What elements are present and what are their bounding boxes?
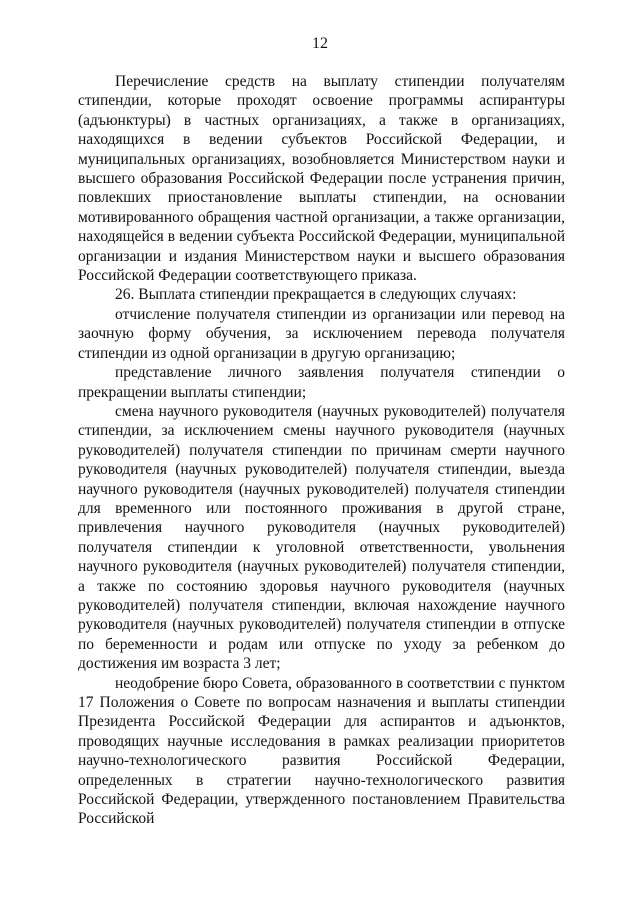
document-body (78, 72, 565, 829)
paragraph-clause-26: 26. Выплата стипендии прекращается в следующих случаях: (115, 286, 517, 304)
page-number: 12 (312, 35, 328, 52)
paragraph-supervisor-change: смена научного руководителя (научных руководителей) получателя стипендии, за исключением смены научного руководителя (научных руководителей) получателя стипендии по причинам смерти научного руководителя (научных руководителей) получателя стипендии, выезда научного руководителя (научных руководителей) получателя стипендии для временного или постоянного проживания в другой стране, привлечения научного руководителя (научных руководителей) получателя стипендии к уголовной ответственности, увольнения научного руководителя (научных руководителей) получателя стипендии, а также по состоянию здоровья научного руководителя (научных руководителей) получателя стипендии, включая нахождение научного руководителя (научных руководителей) получателя стипендии в отпуске по беременности и родам или отпуске по уходу за ребенком до достижения им возраста 3 лет; (78, 402, 565, 673)
paragraph-expulsion: отчисление получателя стипендии из организации или перевод на заочную форму обучения, за исключением перевода получателя стипендии из одной организации в другую организацию; (78, 305, 565, 362)
paragraph-funding-resumption: Перечисление средств на выплату стипендии получателям стипендии, которые проходят освоение программы аспирантуры (адъюнктуры) в частных организациях, а также в организациях, находящихся в ведении субъектов Российской Федерации, и муниципальных организациях, возобновляется Министерством науки и высшего образования Российской Федерации после устранения причин, повлекших приостановление выплаты стипендии, на основании мотивированного обращения частной организации, а также организации, находящейся в ведении субъекта Российской Федерации, муниципальной организации и издания Министерством науки и высшего образования Российской Федерации соответствующего приказа. (78, 73, 565, 285)
paragraph-personal-application: представление личного заявления получателя стипендии о прекращении выплаты стипендии; (78, 364, 565, 401)
paragraph-council-disapproval: неодобрение бюро Совета, образованного в соответствии с пунктом 17 Положения о Совете по вопросам назначения и выплаты стипендии Президента Российской Федерации для аспирантов и адъюнктов, проводящих научные исследования в рамках реализации приоритетов научно-технологического развития Российской Федерации, определенных в стратегии научно-технологического развития Российской Федерации, утвержденного постановлением Правительства Российской (78, 674, 565, 828)
